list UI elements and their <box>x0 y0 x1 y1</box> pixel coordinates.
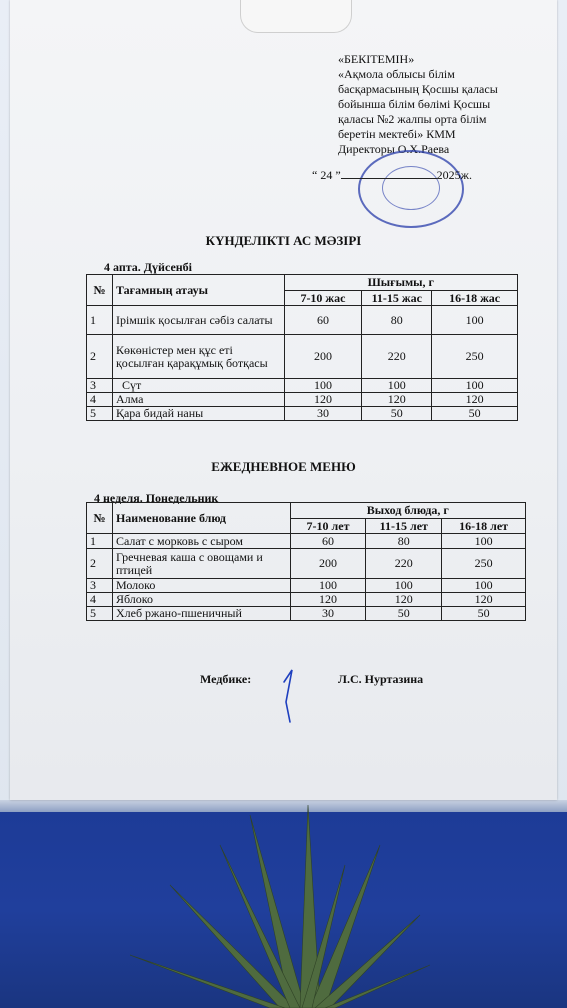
table-row <box>87 407 518 421</box>
portion-value: 100 <box>362 379 432 393</box>
portion-value: 100 <box>432 306 518 335</box>
table-row <box>87 534 526 549</box>
approval-date-year: 2025ж. <box>436 168 472 182</box>
ru-header-yield: Выход блюда, г <box>290 503 525 519</box>
approval-line: «БЕКІТЕМІН» <box>338 52 415 66</box>
dish-name: Алма <box>112 393 284 407</box>
dish-name: Көкөністер мен құс еті қосылған қарақұмық ботқасы <box>112 335 284 379</box>
table-row <box>87 579 526 593</box>
kz-header-num: № <box>87 275 113 306</box>
ru-header-row <box>87 503 526 519</box>
kz-week-label: 4 апта. Дүйсенбі <box>104 260 193 274</box>
ru-header-num: № <box>87 503 113 534</box>
portion-value: 120 <box>284 393 362 407</box>
portion-value: 100 <box>442 579 526 593</box>
portion-value: 220 <box>366 549 442 579</box>
row-number: 3 <box>87 379 113 393</box>
portion-value: 60 <box>284 306 362 335</box>
table-row <box>87 607 526 621</box>
portion-value: 120 <box>362 393 432 407</box>
portion-value: 200 <box>290 549 366 579</box>
approval-line: беретін мектебі» КММ <box>338 127 456 141</box>
portion-value: 80 <box>362 306 432 335</box>
ru-header-age: 11-15 лет <box>366 519 442 534</box>
row-number: 2 <box>87 549 113 579</box>
portion-value: 50 <box>432 407 518 421</box>
kz-header-age: 16-18 жас <box>432 291 518 306</box>
portion-value: 120 <box>290 593 366 607</box>
aloe-plant <box>130 805 450 1008</box>
row-number: 3 <box>87 579 113 593</box>
portion-value: 120 <box>442 593 526 607</box>
portion-value: 80 <box>366 534 442 549</box>
row-number: 4 <box>87 393 113 407</box>
table-row <box>87 393 518 407</box>
dish-name: Салат с морковь с сыром <box>112 534 290 549</box>
portion-value: 200 <box>284 335 362 379</box>
ru-header-age: 7-10 лет <box>290 519 366 534</box>
approval-line: «Ақмола облысы білім <box>338 67 455 81</box>
dish-name: Хлеб ржано-пшеничный <box>112 607 290 621</box>
row-number: 5 <box>87 407 113 421</box>
pocket-clip <box>240 0 352 33</box>
approval-block <box>338 52 538 157</box>
dish-name: Ірімшік қосылған сәбіз салаты <box>112 306 284 335</box>
portion-value: 250 <box>442 549 526 579</box>
table-row <box>87 593 526 607</box>
portion-value: 30 <box>290 607 366 621</box>
approval-director: Директоры О.Х.Раева <box>338 142 450 156</box>
nurse-label: Медбике: <box>200 672 252 686</box>
table-row <box>87 379 518 393</box>
kz-header-yield: Шығымы, г <box>284 275 517 291</box>
portion-value: 50 <box>362 407 432 421</box>
kz-header-age: 11-15 жас <box>362 291 432 306</box>
ru-header-age: 16-18 лет <box>442 519 526 534</box>
kz-menu-title: КҮНДЕЛІКТІ АС МӘЗІРІ <box>205 233 362 248</box>
ru-header-name: Наименование блюд <box>112 503 290 534</box>
portion-value: 100 <box>284 379 362 393</box>
row-number: 5 <box>87 607 113 621</box>
dish-name: Сүт <box>112 379 284 393</box>
portion-value: 60 <box>290 534 366 549</box>
nurse-name: Л.С. Нуртазина <box>338 672 424 686</box>
approval-line: бойынша білім бөлімі Қосшы <box>338 97 491 111</box>
ru-week-label: 4 неделя. Понедельник <box>94 491 219 505</box>
ru-menu-title: ЕЖЕДНЕВНОЕ МЕНЮ <box>211 459 356 474</box>
approval-date-day: “ 24 ” <box>312 168 341 182</box>
portion-value: 100 <box>366 579 442 593</box>
portion-value: 100 <box>432 379 518 393</box>
official-stamp <box>358 150 464 228</box>
row-number: 1 <box>87 306 113 335</box>
approval-line: қаласы №2 жалпы орта білім <box>338 112 487 126</box>
portion-value: 30 <box>284 407 362 421</box>
dish-name: Гречневая каша с овощами и птицей <box>112 549 290 579</box>
portion-value: 220 <box>362 335 432 379</box>
table-row <box>87 549 526 579</box>
kz-header-age: 7-10 жас <box>284 291 362 306</box>
row-number: 2 <box>87 335 113 379</box>
kz-header-name: Тағамның атауы <box>112 275 284 306</box>
portion-value: 250 <box>432 335 518 379</box>
portion-value: 50 <box>442 607 526 621</box>
table-row <box>87 335 518 379</box>
approval-date <box>312 168 472 183</box>
approval-line: басқармасының Қосшы қаласы <box>338 82 498 96</box>
dish-name: Яблоко <box>112 593 290 607</box>
date-blank-line <box>341 178 437 179</box>
portion-value: 100 <box>290 579 366 593</box>
dish-name: Қара бидай наны <box>112 407 284 421</box>
portion-value: 50 <box>366 607 442 621</box>
portion-value: 120 <box>432 393 518 407</box>
signature-mark <box>278 664 302 724</box>
portion-value: 100 <box>442 534 526 549</box>
kz-header-row <box>87 275 518 291</box>
ru-menu-table <box>86 502 526 621</box>
row-number: 4 <box>87 593 113 607</box>
portion-value: 120 <box>366 593 442 607</box>
dish-name: Молоко <box>112 579 290 593</box>
table-row <box>87 306 518 335</box>
kz-menu-table <box>86 274 518 421</box>
row-number: 1 <box>87 534 113 549</box>
